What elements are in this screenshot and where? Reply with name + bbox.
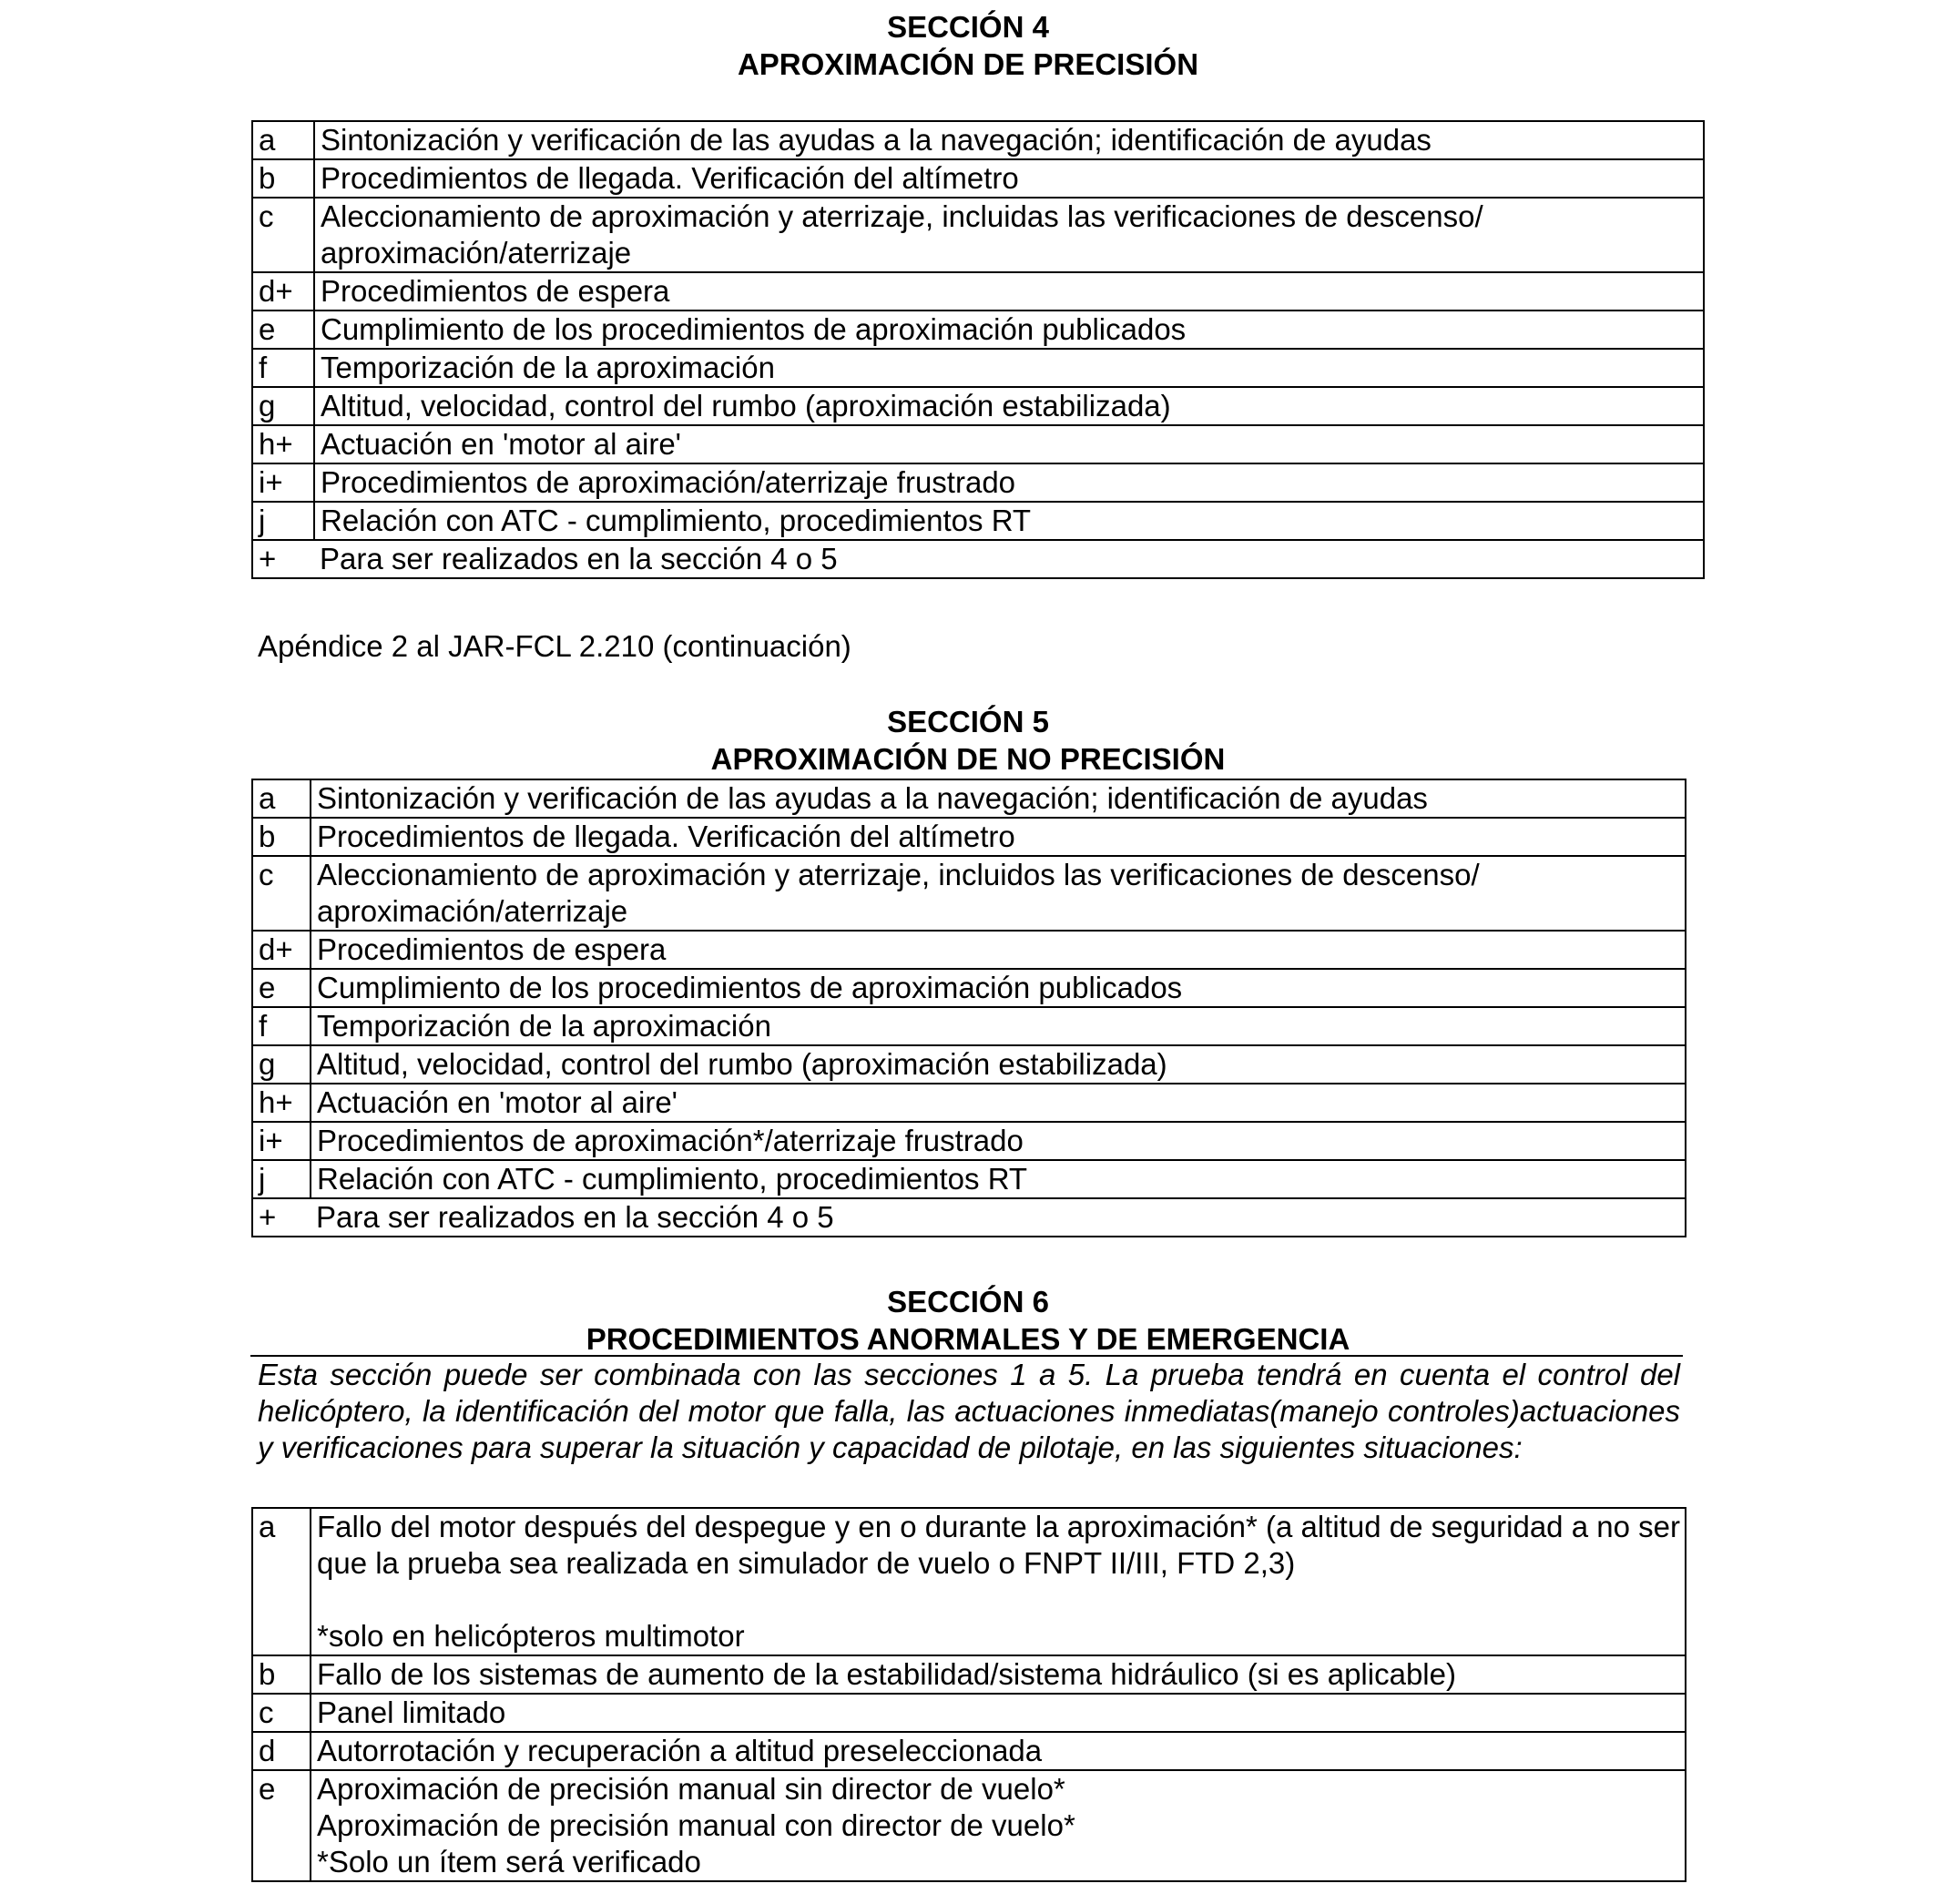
item-text: Temporización de la aproximación (314, 349, 1704, 387)
item-text: Altitud, velocidad, control del rumbo (aproximación estabilizada) (311, 1045, 1686, 1084)
table-row (252, 1084, 1686, 1122)
table-row (252, 779, 1686, 818)
item-text: Procedimientos de espera (314, 272, 1704, 311)
table-row (252, 463, 1704, 502)
item-code: j (252, 502, 314, 540)
item-code: i+ (252, 463, 314, 502)
table-row (252, 311, 1704, 349)
section6-intro: Esta sección puede ser combinada con las secciones 1 a 5. La prueba tendrá en cuenta el control del helicóptero, la identificación del motor que falla, las actuaciones inmediatas(manejo controles)actuaciones y verificaciones para superar la situación y capacidad de pilotaje, en las siguientes situaciones: (258, 1358, 1680, 1464)
item-code: d+ (252, 931, 311, 969)
note-row (252, 1198, 1686, 1237)
table-row (252, 502, 1704, 540)
section6-subtitle: PROCEDIMIENTOS ANORMALES Y DE EMERGENCIA (586, 1322, 1350, 1356)
section6-title: SECCIÓN 6 (887, 1285, 1049, 1319)
table-row (252, 1694, 1686, 1732)
item-code: i+ (252, 1122, 311, 1160)
table-row (252, 818, 1686, 856)
note-code: + (252, 1198, 311, 1237)
item-code: e (252, 969, 311, 1007)
table-row (252, 159, 1704, 198)
note-text: Para ser realizados en la sección 4 o 5 (311, 1198, 1686, 1237)
table-row (252, 969, 1686, 1007)
item-code: j (252, 1160, 311, 1198)
item-text: Procedimientos de aproximación/aterrizaje frustrado (314, 463, 1704, 502)
table-row (252, 1122, 1686, 1160)
item-code: b (252, 1655, 311, 1694)
item-code: b (252, 818, 311, 856)
table-row (252, 1655, 1686, 1694)
item-text: Cumplimiento de los procedimientos de aproximación publicados (311, 969, 1686, 1007)
item-text: Aproximación de precisión manual sin director de vuelo* Aproximación de precisión manual con director de vuelo* *Solo un ítem será verificado (311, 1770, 1686, 1881)
item-code: c (252, 1694, 311, 1732)
table-row (252, 1508, 1686, 1655)
section5-heading (0, 703, 1936, 778)
table-row (252, 387, 1704, 425)
table-row (252, 1045, 1686, 1084)
table-row (252, 1007, 1686, 1045)
note-text: Para ser realizados en la sección 4 o 5 (314, 540, 1704, 578)
note-code: + (252, 540, 314, 578)
item-text: Relación con ATC - cumplimiento, procedimientos RT (311, 1160, 1686, 1198)
item-text: Aleccionamiento de aproximación y aterrizaje, incluidos las verificaciones de descenso/ aproximación/aterrizaje (311, 856, 1686, 931)
section5-title: SECCIÓN 5 (887, 705, 1049, 738)
table-row (252, 1770, 1686, 1881)
item-code: b (252, 159, 314, 198)
table-row (252, 425, 1704, 463)
item-text: Panel limitado (311, 1694, 1686, 1732)
item-text: Procedimientos de llegada. Verificación del altímetro (314, 159, 1704, 198)
section6-heading (0, 1283, 1936, 1358)
item-code: c (252, 856, 311, 931)
item-code: a (252, 1508, 311, 1655)
section5-table (251, 779, 1686, 1237)
note-row (252, 540, 1704, 578)
section4-title: SECCIÓN 4 (887, 10, 1049, 44)
item-text: Autorrotación y recuperación a altitud preseleccionada (311, 1732, 1686, 1770)
table-row (252, 856, 1686, 931)
item-code: g (252, 1045, 311, 1084)
section4-table (251, 120, 1705, 579)
item-text: Procedimientos de aproximación*/aterrizaje frustrado (311, 1122, 1686, 1160)
table-row (252, 1160, 1686, 1198)
item-code: h+ (252, 1084, 311, 1122)
item-text: Altitud, velocidad, control del rumbo (aproximación estabilizada) (314, 387, 1704, 425)
table-row (252, 198, 1704, 272)
item-text: Procedimientos de llegada. Verificación del altímetro (311, 818, 1686, 856)
item-text: Aleccionamiento de aproximación y aterrizaje, incluidas las verificaciones de descenso/ aproximación/aterrizaje (314, 198, 1704, 272)
item-code: e (252, 311, 314, 349)
item-text: Procedimientos de espera (311, 931, 1686, 969)
item-code: d (252, 1732, 311, 1770)
item-code: g (252, 387, 314, 425)
item-text: Actuación en 'motor al aire' (314, 425, 1704, 463)
section4-heading (0, 8, 1936, 83)
item-text: Temporización de la aproximación (311, 1007, 1686, 1045)
item-text: Cumplimiento de los procedimientos de aproximación publicados (314, 311, 1704, 349)
item-text: Relación con ATC - cumplimiento, procedimientos RT (314, 502, 1704, 540)
section5-subtitle: APROXIMACIÓN DE NO PRECISIÓN (710, 742, 1226, 776)
section6-table (251, 1507, 1686, 1882)
table-row (252, 121, 1704, 159)
item-code: a (252, 121, 314, 159)
table-row (252, 1732, 1686, 1770)
item-code: f (252, 349, 314, 387)
item-text: Fallo del motor después del despegue y en o durante la aproximación* (a altitud de seguridad a no ser que la prueba sea realizada en simulador de vuelo o FNPT II/III, FTD 2,3) *solo en helicópteros multimotor (311, 1508, 1686, 1655)
item-code: a (252, 779, 311, 818)
item-code: e (252, 1770, 311, 1881)
item-code: c (252, 198, 314, 272)
item-code: h+ (252, 425, 314, 463)
table-row (252, 931, 1686, 969)
item-text: Sintonización y verificación de las ayudas a la navegación; identificación de ayudas (311, 779, 1686, 818)
item-text: Fallo de los sistemas de aumento de la estabilidad/sistema hidráulico (si es aplicable) (311, 1655, 1686, 1694)
item-text: Sintonización y verificación de las ayudas a la navegación; identificación de ayudas (314, 121, 1704, 159)
item-code: f (252, 1007, 311, 1045)
table-row (252, 349, 1704, 387)
item-text: Actuación en 'motor al aire' (311, 1084, 1686, 1122)
table-row (252, 272, 1704, 311)
section4-subtitle: APROXIMACIÓN DE PRECISIÓN (737, 47, 1199, 81)
item-code: d+ (252, 272, 314, 311)
appendix-note: Apéndice 2 al JAR-FCL 2.210 (continuación) (258, 629, 851, 663)
